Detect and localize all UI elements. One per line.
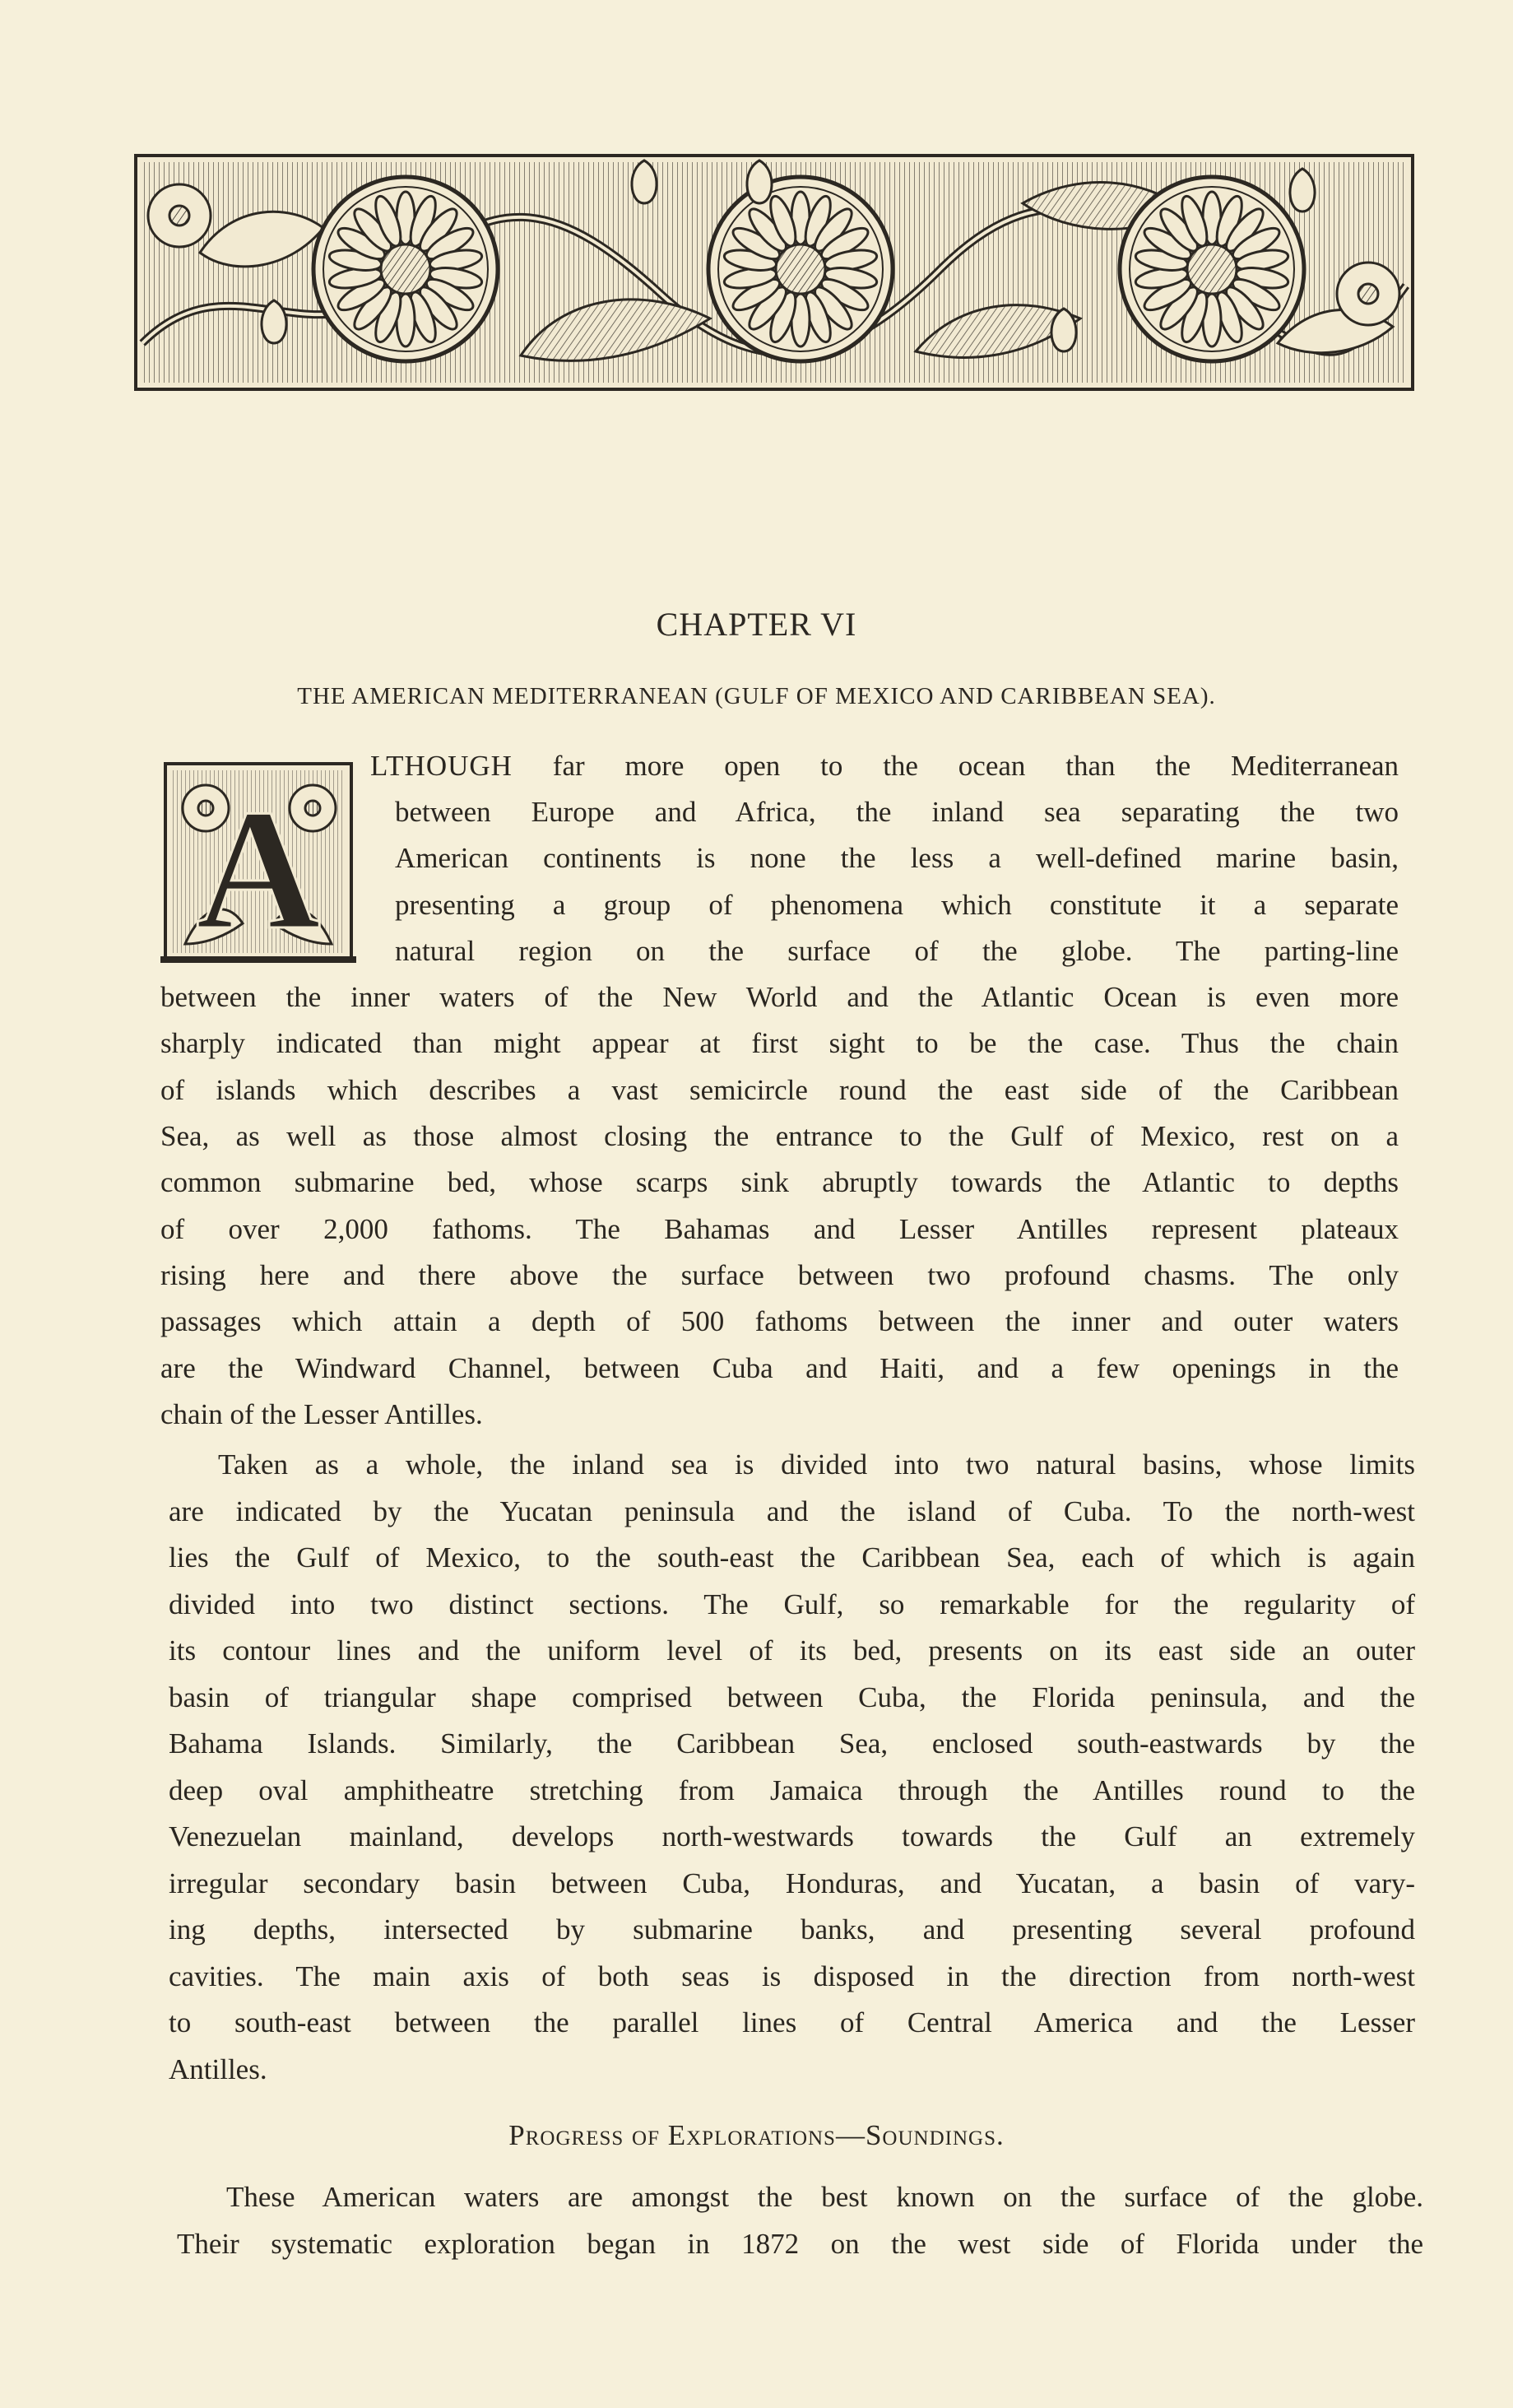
- paragraph1-line-1: far more open to the ocean than the Mediterranean: [552, 750, 1399, 782]
- paragraph2-line-8: deep oval amphitheatre stretching from Jamaica through the Antilles round to the: [169, 1774, 1415, 1806]
- paragraph2-line-7: Bahama Islands. Similarly, the Caribbean Sea, enclosed south-eastwards by the: [169, 1727, 1415, 1760]
- paragraph2-line-1: Taken as a whole, the inland sea is divided into two natural basins, whose limits: [218, 1448, 1415, 1481]
- paragraph2-line-6: basin of triangular shape comprised between Cuba, the Florida peninsula, and the: [169, 1681, 1415, 1713]
- drop-cap-ornament-icon: [160, 759, 356, 965]
- paragraph2-line-4: divided into two distinct sections. The Gulf, so remarkable for the regularity of: [169, 1588, 1415, 1620]
- paragraph2-line-3: lies the Gulf of Mexico, to the south-east the Caribbean Sea, each of which is again: [169, 1541, 1415, 1574]
- decorative-header-band: [134, 154, 1414, 391]
- paragraph2-line-5: its contour lines and the uniform level of its bed, presents on its east side an outer: [169, 1634, 1415, 1667]
- paragraph1-line-8: of islands which describes a vast semicircle round the east side of the Caribbean: [160, 1074, 1399, 1106]
- paragraph1-line-4: presenting a group of phenomena which constitute it a separate: [395, 889, 1399, 921]
- paragraph3-line-1: These American waters are amongst the best known on the surface of the globe.: [226, 2181, 1423, 2213]
- drop-cap-word-rest: LTHOUGH: [370, 750, 513, 782]
- paragraph1-line-7: sharply indicated than might appear at first sight to be the case. Thus the chain: [160, 1027, 1399, 1059]
- text-line: [370, 748, 1399, 784]
- paragraph1-line-3: American continents is none the less a well-defined marine basin,: [395, 842, 1399, 874]
- paragraph2-line-14: Antilles.: [169, 2053, 267, 2085]
- chapter-title: CHAPTER VI: [656, 606, 857, 643]
- drop-cap: [160, 759, 356, 965]
- paragraph3-line-2: Their systematic exploration began in 1872 on the west side of Florida under the: [177, 2228, 1423, 2260]
- chapter-subtitle: THE AMERICAN MEDITERRANEAN (GULF OF MEXICO AND CARIBBEAN SEA).: [297, 683, 1216, 709]
- paragraph1-line-10: common submarine bed, whose scarps sink abruptly towards the Atlantic to depths: [160, 1166, 1399, 1198]
- paragraph2-line-11: ing depths, intersected by submarine banks, and presenting several profound: [169, 1913, 1415, 1945]
- paragraph2-line-9: Venezuelan mainland, develops north-westwards towards the Gulf an extremely: [169, 1820, 1415, 1852]
- drop-cap-letter: A: [196, 774, 321, 965]
- floral-ornament-icon: [134, 154, 1414, 391]
- paragraph2-line-2: are indicated by the Yucatan peninsula and the island of Cuba. To the north-west: [169, 1495, 1415, 1527]
- paragraph2-line-12: cavities. The main axis of both seas is disposed in the direction from north-west: [169, 1960, 1415, 1992]
- paragraph1-line-2: between Europe and Africa, the inland sea separating the two: [395, 796, 1399, 828]
- paragraph1-line-12: rising here and there above the surface between two profound chasms. The only: [160, 1259, 1399, 1291]
- paragraph2-line-13: to south-east between the parallel lines of Central America and the Lesser: [169, 2006, 1415, 2038]
- paragraph1-line-13: passages which attain a depth of 500 fathoms between the inner and outer waters: [160, 1305, 1399, 1337]
- paragraph1-line-9: Sea, as well as those almost closing the entrance to the Gulf of Mexico, rest on a: [160, 1120, 1399, 1152]
- paragraph1-line-6: between the inner waters of the New World and the Atlantic Ocean is even more: [160, 981, 1399, 1013]
- paragraph2-line-10: irregular secondary basin between Cuba, Honduras, and Yucatan, a basin of vary-: [169, 1867, 1415, 1899]
- paragraph1-line-15: chain of the Lesser Antilles.: [160, 1398, 483, 1430]
- section-heading: Progress of Explorations—Soundings.: [508, 2119, 1005, 2151]
- paragraph1-line-5: natural region on the surface of the globe. The parting-line: [395, 935, 1399, 967]
- paragraph1-line-11: of over 2,000 fathoms. The Bahamas and Lesser Antilles represent plateaux: [160, 1213, 1399, 1245]
- paragraph1-line-14: are the Windward Channel, between Cuba and Haiti, and a few openings in the: [160, 1352, 1399, 1384]
